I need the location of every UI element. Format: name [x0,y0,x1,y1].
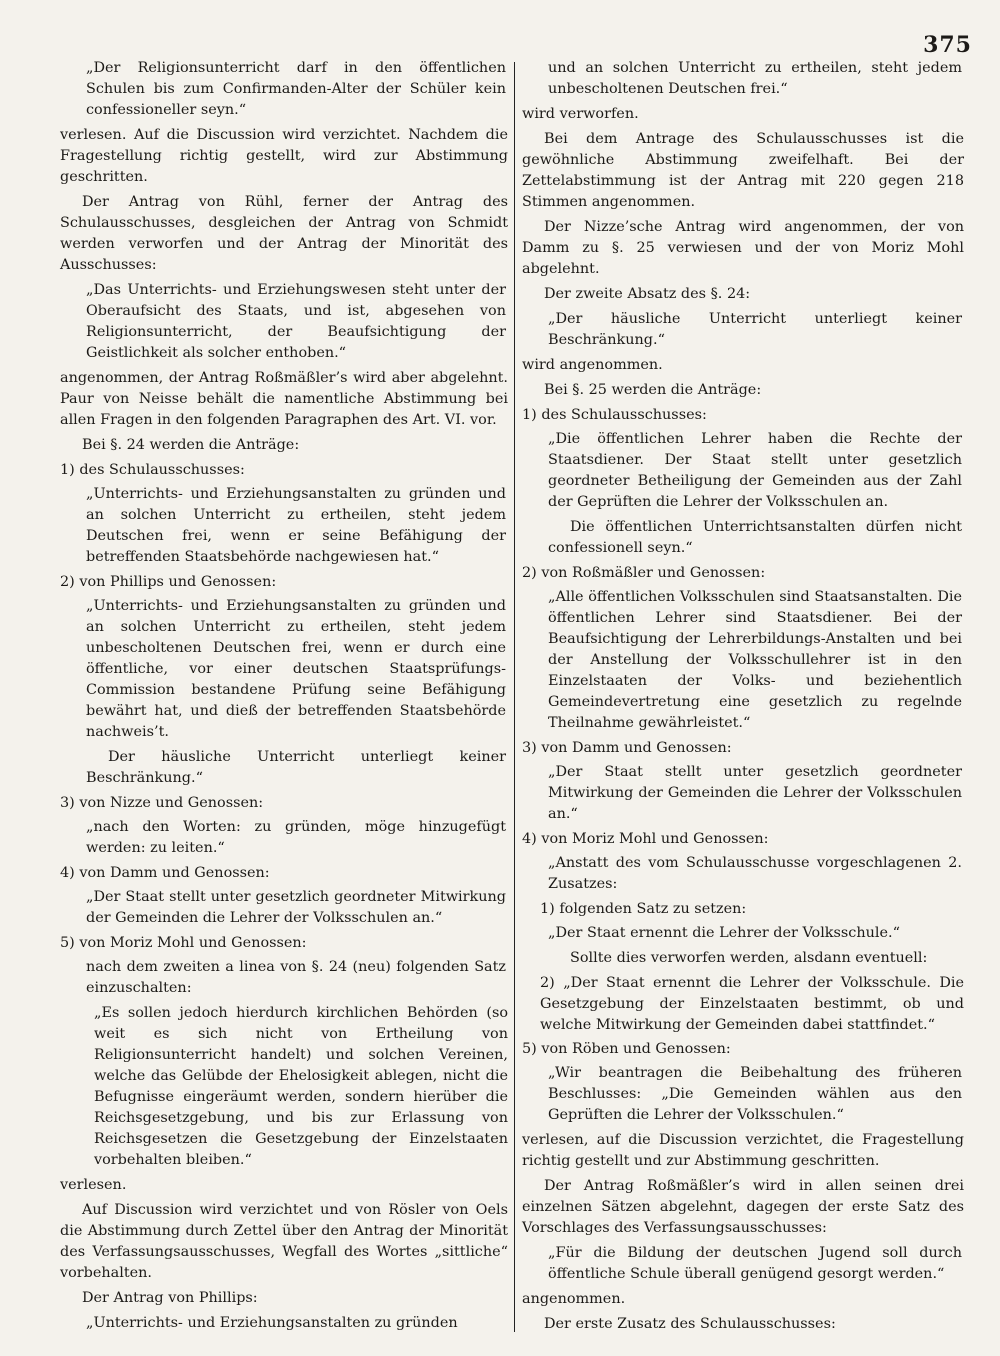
paragraph: „Der Staat stellt unter gesetzlich geordneter Mitwirkung der Gemeinden die Lehrer der Volksschulen an.“ [548,764,962,822]
list-item: 4) von Moriz Mohl und Genossen: [522,831,769,847]
page-number: 375 [923,32,972,58]
paragraph: „Unterrichts- und Erziehungsanstalten zu gründen und an solchen Unterricht zu ertheilen, steht jedem unbescholtenen Deutschen frei, wenn er durch eine öffentliche, vor einer deutschen Staatsprüfungs-Commission bestandene Prüfung seine Befähigung bewährt hat, und dieß der betreffenden Staatsbehörde nachweis’t. [86,598,506,740]
right-column [522,58,964,1339]
paragraph: „Unterrichts- und Erziehungsanstalten zu gründen und an solchen Unterricht zu ertheilen, steht jedem Deutschen frei, wenn er seine Befähigung der betreffenden Staatsbehörde nachgewiesen hat.“ [86,486,506,565]
paragraph: Der Antrag von Rühl, ferner der Antrag des Schulausschusses, desgleichen der Antrag von Schmidt werden verworfen und der Antrag der Minorität des Ausschusses: [60,194,508,273]
paragraph: „Es sollen jedoch hierdurch kirchlichen Behörden (so weit es sich nicht von Ertheilung von Religionsunterricht handelt) und solchen Vereinen, welche das Gelübde der Ehelosigkeit ablegen, nicht die Befugnisse eingeräumt werden, sondern hierüber die Reichsgesetzgebung, und bis zur Erlassung von Reichsgesetzen die Gesetzgebung der Einzelstaaten vorbehalten bleiben.“ [94,1005,508,1168]
paragraph: verlesen. Auf die Discussion wird verzichtet. Nachdem die Fragestellung richtig gestellt, wird zur Abstimmung geschritten. [60,127,508,185]
paragraph: „Der Religionsunterricht darf in den öffentlichen Schulen bis zum Confirmanden-Alter der Schüler kein confessioneller seyn.“ [86,60,506,118]
paragraph: nach dem zweiten a linea von §. 24 (neu) folgenden Satz einzuschalten: [86,959,506,996]
list-item: 1) des Schulausschusses: [522,407,707,423]
list-item: 2) von Phillips und Genossen: [60,574,277,590]
paragraph: „Wir beantragen die Beibehaltung des früheren Beschlusses: „Die Gemeinden wählen aus den Geprüften die Lehrer der Volksschulen.“ [548,1065,962,1123]
paragraph: „Anstatt des vom Schulausschusse vorgeschlagenen 2. Zusatzes: [548,855,962,892]
paragraph: wird angenommen. [522,357,663,373]
paragraph: „Der häusliche Unterricht unterliegt keiner Beschränkung.“ [548,311,962,348]
paragraph: Die öffentlichen Unterrichtsanstalten dürfen nicht confessionell seyn.“ [548,519,962,556]
paragraph: verlesen, auf die Discussion verzichtet, die Fragestellung richtig gestellt und zur Abstimmung geschritten. [522,1132,964,1169]
paragraph: Der zweite Absatz des §. 24: [544,286,751,302]
paragraph: „Für die Bildung der deutschen Jugend soll durch öffentliche Schule überall genügend gesorgt werden.“ [548,1245,962,1282]
paragraph: Bei §. 25 werden die Anträge: [544,382,762,398]
column-divider [514,62,515,1332]
list-item: 1) folgenden Satz zu setzen: [540,901,747,917]
paragraph: „nach den Worten: zu gründen, möge hinzugefügt werden: zu leiten.“ [86,819,506,856]
list-item: 5) von Moriz Mohl und Genossen: [60,935,307,951]
paragraph: Bei dem Antrage des Schulausschusses ist die gewöhnliche Abstimmung zweifelhaft. Bei der Zettelabstimmung ist der Antrag mit 220 gegen 218 Stimmen angenommen. [522,131,964,210]
list-item: 2) „Der Staat ernennt die Lehrer der Volksschule. Die Gesetzgebung der Einzelstaaten bestimmt, ob und welche Mitwirkung der Gemeinden dabei stattfindet.“ [540,975,964,1033]
paragraph: Auf Discussion wird verzichtet und von Rösler von Oels die Abstimmung durch Zettel über den Antrag der Minorität des Verfassungsausschusses, Wegfall des Wortes „sittliche“ vorbehalten. [60,1202,508,1281]
list-item: 4) von Damm und Genossen: [60,865,270,881]
list-item: 1) des Schulausschusses: [60,462,245,478]
paragraph: „Das Unterrichts- und Erziehungswesen steht unter der Oberaufsicht des Staats, und ist, abgesehen von Religionsunterricht, der Beaufsichtigung der Geistlichkeit als solcher enthoben.“ [86,282,506,361]
paragraph: Der Antrag von Phillips: [82,1290,258,1306]
paragraph: „Unterrichts- und Erziehungsanstalten zu gründen [86,1315,458,1331]
paragraph: „Der Staat ernennt die Lehrer der Volksschule.“ [548,925,900,941]
left-column [60,58,508,1338]
paragraph: angenommen, der Antrag Roßmäßler’s wird aber abgelehnt. Paur von Neisse behält die namentliche Abstimmung bei allen Fragen in den folgenden Paragraphen des Art. VI. vor. [60,370,508,428]
list-item: 5) von Röben und Genossen: [522,1041,731,1057]
list-item: 2) von Roßmäßler und Genossen: [522,565,766,581]
paragraph: Der Antrag Roßmäßler’s wird in allen seinen drei einzelnen Sätzen abgelehnt, dagegen der erste Satz des Vorschlages des Verfassungsausschusses: [522,1178,964,1236]
paragraph: „Alle öffentlichen Volksschulen sind Staatsanstalten. Die öffentlichen Lehrer sind Staatsdiener. Bei der Beaufsichtigung der Lehrerbildungs-Anstalten und bei der Anstellung der Volksschullehrer ist in den Einzelstaaten der Volks- und beziehentlich Gemeindevertretung eine gesetzlich zu regelnde Theilnahme gewährleistet.“ [548,589,962,731]
paragraph: wird verworfen. [522,106,639,122]
paragraph: verlesen. [60,1177,127,1193]
paragraph: und an solchen Unterricht zu ertheilen, steht jedem unbescholtenen Deutschen frei.“ [548,60,962,97]
paragraph: angenommen. [522,1291,626,1307]
list-item: 3) von Nizze und Genossen: [60,795,264,811]
paragraph: Der häusliche Unterricht unterliegt keiner Beschränkung.“ [86,749,506,786]
paragraph: Bei §. 24 werden die Anträge: [82,437,300,453]
paragraph: „Die öffentlichen Lehrer haben die Rechte der Staatsdiener. Der Staat stellt unter gesetzlich geordneter Betheiligung der Gemeinden aus der Zahl der Geprüften die Lehrer der Volksschulen an. [548,431,962,510]
paragraph: Der erste Zusatz des Schulausschusses: [544,1316,836,1332]
paragraph: Der Nizze’sche Antrag wird angenommen, der von Damm zu §. 25 verwiesen und der von Moriz Mohl abgelehnt. [522,219,964,277]
list-item: 3) von Damm und Genossen: [522,740,732,756]
paragraph: „Der Staat stellt unter gesetzlich geordneter Mitwirkung der Gemeinden die Lehrer der Volksschulen an.“ [86,889,506,926]
paragraph: Sollte dies verworfen werden, alsdann eventuell: [570,950,928,966]
